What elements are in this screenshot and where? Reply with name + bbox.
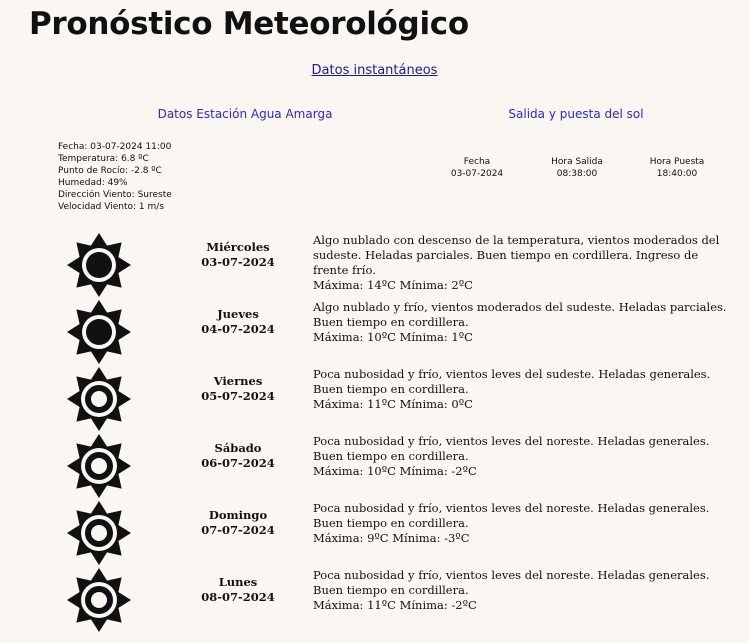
forecast-date	[183, 240, 293, 270]
forecast-day-name: Viernes	[213, 374, 263, 388]
forecast-date	[183, 441, 293, 471]
forecast-day-name: Sábado	[214, 441, 262, 455]
sun-value-sunset: 18:40:00	[656, 169, 698, 179]
station-wind-speed: Velocidad Viento: 1 m/s	[58, 202, 164, 212]
page-title: Pronóstico Meteorológico	[29, 6, 469, 42]
forecast-day-name: Miércoles	[206, 240, 270, 254]
sun-value-date: 03-07-2024	[450, 169, 504, 179]
forecast-day-name: Lunes	[218, 575, 258, 589]
forecast-text: Poca nubosidad y frío, vientos leves del noreste. Heladas generales. Buen tiempo en cordillera.	[313, 434, 710, 463]
sun-icon	[64, 565, 134, 635]
forecast-date	[183, 575, 293, 605]
station-temperature: Temperatura: 6.8 ºC	[58, 154, 149, 164]
forecast-row	[0, 297, 749, 364]
forecast-description	[313, 434, 733, 479]
sun-header-date: Fecha	[463, 157, 491, 167]
forecast-day-date: 03-07-2024	[201, 255, 275, 269]
forecast-day-date: 07-07-2024	[201, 523, 275, 537]
station-dew-point: Punto de Rocío: -2.8 ºC	[58, 166, 162, 176]
forecast-day-name: Domingo	[208, 508, 268, 522]
forecast-day-date: 04-07-2024	[201, 322, 275, 336]
forecast-text: Poca nubosidad y frío, vientos leves del noreste. Heladas generales. Buen tiempo en cordillera.	[313, 568, 710, 597]
forecast-date	[183, 508, 293, 538]
forecast-temps: Máxima: 9ºC Mínima: -3ºC	[313, 531, 470, 545]
forecast-temps: Máxima: 11ºC Mínima: -2ºC	[313, 598, 477, 612]
forecast-day-date: 05-07-2024	[201, 389, 275, 403]
forecast-temps: Máxima: 10ºC Mínima: -2ºC	[313, 464, 477, 478]
forecast-temps: Máxima: 14ºC Mínima: 2ºC	[313, 278, 473, 292]
forecast-description	[313, 501, 733, 546]
sun-header-sunrise: Hora Salida	[551, 157, 603, 167]
station-wind-direction: Dirección Viento: Sureste	[58, 190, 172, 200]
forecast-date	[183, 374, 293, 404]
forecast-description	[313, 233, 733, 293]
forecast-text: Poca nubosidad y frío, vientos leves del noreste. Heladas generales. Buen tiempo en cordillera.	[313, 501, 710, 530]
forecast-day-date: 08-07-2024	[201, 590, 275, 604]
forecast-description	[313, 367, 733, 412]
sun-title: Salida y puesta del sol	[508, 107, 644, 121]
forecast-text: Algo nublado y frío, vientos moderados del sudeste. Heladas parciales. Buen tiempo en cordillera.	[313, 300, 727, 329]
station-title: Datos Estación Agua Amarga	[157, 107, 333, 121]
forecast-description	[313, 568, 733, 613]
forecast-description	[313, 300, 733, 345]
forecast-row	[0, 565, 749, 632]
forecast-date	[183, 307, 293, 337]
sun-icon	[64, 431, 134, 501]
station-date: Fecha: 03-07-2024 11:00	[58, 142, 172, 152]
forecast-text: Poca nubosidad y frío, vientos leves del sudeste. Heladas generales. Buen tiempo en cordillera.	[313, 367, 711, 396]
forecast-row	[0, 431, 749, 498]
partly-cloudy-sun-icon	[64, 297, 134, 367]
station-humidity: Humedad: 49%	[58, 178, 128, 188]
sun-icon	[64, 364, 134, 434]
forecast-row	[0, 364, 749, 431]
forecast-temps: Máxima: 10ºC Mínima: 1ºC	[313, 330, 473, 344]
instant-data-link[interactable]: Datos instantáneos	[311, 63, 438, 78]
partly-cloudy-sun-icon	[64, 230, 134, 300]
sun-value-sunrise: 08:38:00	[556, 169, 598, 179]
sun-icon	[64, 498, 134, 568]
sun-header-sunset: Hora Puesta	[649, 157, 705, 167]
forecast-row	[0, 230, 749, 297]
forecast-day-name: Jueves	[217, 307, 259, 321]
forecast-row	[0, 498, 749, 565]
forecast-day-date: 06-07-2024	[201, 456, 275, 470]
forecast-temps: Máxima: 11ºC Mínima: 0ºC	[313, 397, 473, 411]
forecast-text: Algo nublado con descenso de la temperatura, vientos moderados del sudeste. Heladas parciales. Buen tiempo en cordillera. Ingreso de frente frío.	[313, 233, 720, 277]
station-info	[58, 141, 172, 213]
sun-table	[427, 156, 727, 180]
